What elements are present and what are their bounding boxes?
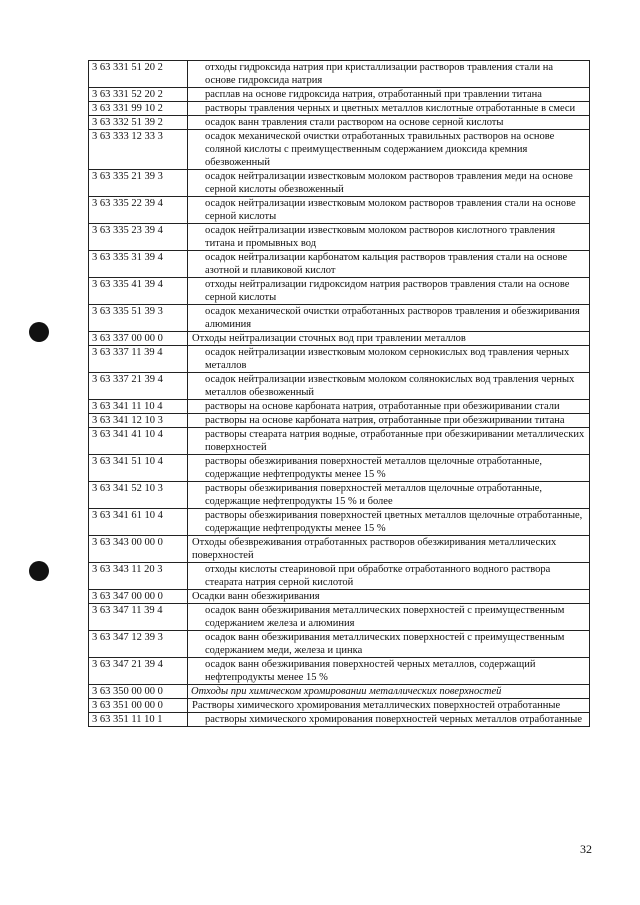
- waste-description-cell: осадок нейтрализации известковым молоком растворов травления меди на основе серной кислоты обезвоженный: [188, 170, 590, 197]
- table-row: [89, 61, 590, 88]
- table-row: [89, 658, 590, 685]
- table-row: [89, 332, 590, 346]
- waste-description-cell: отходы кислоты стеариновой при обработке отработанного водного раствора стеарата натрия серной кислотой: [188, 563, 590, 590]
- table-row: [89, 224, 590, 251]
- punch-hole-mark: [29, 561, 49, 581]
- waste-description-cell: расплав на основе гидроксида натрия, отработанный при травлении титана: [188, 88, 590, 102]
- waste-description-cell: растворы обезжиривания поверхностей металлов щелочные отработанные, содержащие нефтепродукты 15 % и более: [188, 482, 590, 509]
- table-row: [89, 563, 590, 590]
- waste-description-cell: растворы стеарата натрия водные, отработанные при обезжиривании металлических поверхностей: [188, 428, 590, 455]
- table-row: [89, 130, 590, 170]
- table-row: [89, 685, 590, 699]
- table-row: [89, 713, 590, 727]
- group-heading-cell: Осадки ванн обезжиривания: [188, 590, 590, 604]
- table-row: [89, 631, 590, 658]
- waste-description-cell: осадок ванн обезжиривания металлических поверхностей с преимущественным содержанием железа и алюминия: [188, 604, 590, 631]
- waste-code-cell: 3 63 341 41 10 4: [89, 428, 188, 455]
- waste-description-cell: осадок механической очистки отработанных травильных растворов на основе соляной кислоты с преимущественным содержанием диоксида кремния обезвоженный: [188, 130, 590, 170]
- table-row: [89, 170, 590, 197]
- waste-classification-table: [88, 60, 590, 727]
- waste-code-cell: 3 63 341 12 10 3: [89, 414, 188, 428]
- table-row: [89, 305, 590, 332]
- waste-code-cell: 3 63 347 21 39 4: [89, 658, 188, 685]
- table-row: [89, 373, 590, 400]
- table-row: [89, 699, 590, 713]
- waste-description-cell: растворы на основе карбоната натрия, отработанные при обезжиривании титана: [188, 414, 590, 428]
- waste-code-cell: 3 63 331 52 20 2: [89, 88, 188, 102]
- table-row: [89, 428, 590, 455]
- waste-description-cell: осадок нейтрализации карбонатом кальция растворов травления стали на основе азотной и плавиковой кислот: [188, 251, 590, 278]
- table-row: [89, 536, 590, 563]
- waste-description-cell: осадок механической очистки отработанных растворов травления и обезжиривания алюминия: [188, 305, 590, 332]
- table-row: [89, 400, 590, 414]
- waste-code-cell: 3 63 335 31 39 4: [89, 251, 188, 278]
- waste-code-cell: 3 63 351 11 10 1: [89, 713, 188, 727]
- table-row: [89, 482, 590, 509]
- table-row: [89, 102, 590, 116]
- table-row: [89, 278, 590, 305]
- waste-code-cell: 3 63 341 51 10 4: [89, 455, 188, 482]
- waste-code-cell: 3 63 347 12 39 3: [89, 631, 188, 658]
- waste-description-cell: растворы химического хромирования поверхностей черных металлов отработанные: [188, 713, 590, 727]
- waste-code-cell: 3 63 337 11 39 4: [89, 346, 188, 373]
- table-body: [89, 61, 590, 727]
- group-heading-cell: Растворы химического хромирования металлических поверхностей отработанные: [188, 699, 590, 713]
- group-heading-cell: Отходы обезвреживания отработанных растворов обезжиривания металлических поверхностей: [188, 536, 590, 563]
- waste-description-cell: осадок нейтрализации известковым молоком растворов кислотного травления титана и промывных вод: [188, 224, 590, 251]
- waste-code-cell: 3 63 331 51 20 2: [89, 61, 188, 88]
- table-row: [89, 116, 590, 130]
- waste-code-cell: 3 63 335 21 39 3: [89, 170, 188, 197]
- waste-code-cell: 3 63 335 51 39 3: [89, 305, 188, 332]
- table-row: [89, 346, 590, 373]
- waste-description-cell: осадок нейтрализации известковым молоком растворов травления стали на основе серной кислоты: [188, 197, 590, 224]
- waste-code-cell: 3 63 350 00 00 0: [89, 685, 188, 699]
- waste-description-cell: отходы гидроксида натрия при кристаллизации растворов травления стали на основе гидроксида натрия: [188, 61, 590, 88]
- waste-code-cell: 3 63 351 00 00 0: [89, 699, 188, 713]
- waste-code-cell: 3 63 337 00 00 0: [89, 332, 188, 346]
- table-row: [89, 251, 590, 278]
- table-row: [89, 414, 590, 428]
- waste-description-cell: растворы обезжиривания поверхностей металлов щелочные отработанные, содержащие нефтепродукты менее 15 %: [188, 455, 590, 482]
- table-row: [89, 455, 590, 482]
- waste-code-cell: 3 63 347 00 00 0: [89, 590, 188, 604]
- waste-code-cell: 3 63 335 23 39 4: [89, 224, 188, 251]
- group-heading-cell: Отходы нейтрализации сточных вод при травлении металлов: [188, 332, 590, 346]
- waste-description-cell: осадок ванн травления стали раствором на основе серной кислоты: [188, 116, 590, 130]
- waste-code-cell: 3 63 341 11 10 4: [89, 400, 188, 414]
- waste-code-cell: 3 63 347 11 39 4: [89, 604, 188, 631]
- table-row: [89, 509, 590, 536]
- waste-code-cell: 3 63 337 21 39 4: [89, 373, 188, 400]
- waste-code-cell: 3 63 343 11 20 3: [89, 563, 188, 590]
- waste-code-cell: 3 63 335 22 39 4: [89, 197, 188, 224]
- waste-description-cell: растворы обезжиривания поверхностей цветных металлов щелочные отработанные, содержащие нефтепродукты менее 15 %: [188, 509, 590, 536]
- waste-code-cell: 3 63 332 51 39 2: [89, 116, 188, 130]
- waste-code-cell: 3 63 341 61 10 4: [89, 509, 188, 536]
- waste-description-cell: осадок ванн обезжиривания металлических поверхностей с преимущественным содержанием меди, железа и цинка: [188, 631, 590, 658]
- table-row: [89, 590, 590, 604]
- waste-code-cell: 3 63 335 41 39 4: [89, 278, 188, 305]
- waste-code-cell: 3 63 333 12 33 3: [89, 130, 188, 170]
- group-heading-cell: Отходы при химическом хромировании металлических поверхностей: [188, 685, 590, 699]
- waste-description-cell: осадок нейтрализации известковым молоком сернокислых вод травления черных металлов: [188, 346, 590, 373]
- waste-description-cell: осадок ванн обезжиривания поверхностей черных металлов, содержащий нефтепродукты менее 15 %: [188, 658, 590, 685]
- table-row: [89, 604, 590, 631]
- table-row: [89, 88, 590, 102]
- punch-hole-mark: [29, 322, 49, 342]
- waste-description-cell: растворы травления черных и цветных металлов кислотные отработанные в смеси: [188, 102, 590, 116]
- page-number: 32: [580, 842, 592, 856]
- waste-code-cell: 3 63 331 99 10 2: [89, 102, 188, 116]
- waste-description-cell: осадок нейтрализации известковым молоком солянокислых вод травления черных металлов обезвоженный: [188, 373, 590, 400]
- waste-code-cell: 3 63 343 00 00 0: [89, 536, 188, 563]
- waste-code-cell: 3 63 341 52 10 3: [89, 482, 188, 509]
- table-row: [89, 197, 590, 224]
- waste-description-cell: отходы нейтрализации гидроксидом натрия растворов травления стали на основе серной кислоты: [188, 278, 590, 305]
- waste-description-cell: растворы на основе карбоната натрия, отработанные при обезжиривании стали: [188, 400, 590, 414]
